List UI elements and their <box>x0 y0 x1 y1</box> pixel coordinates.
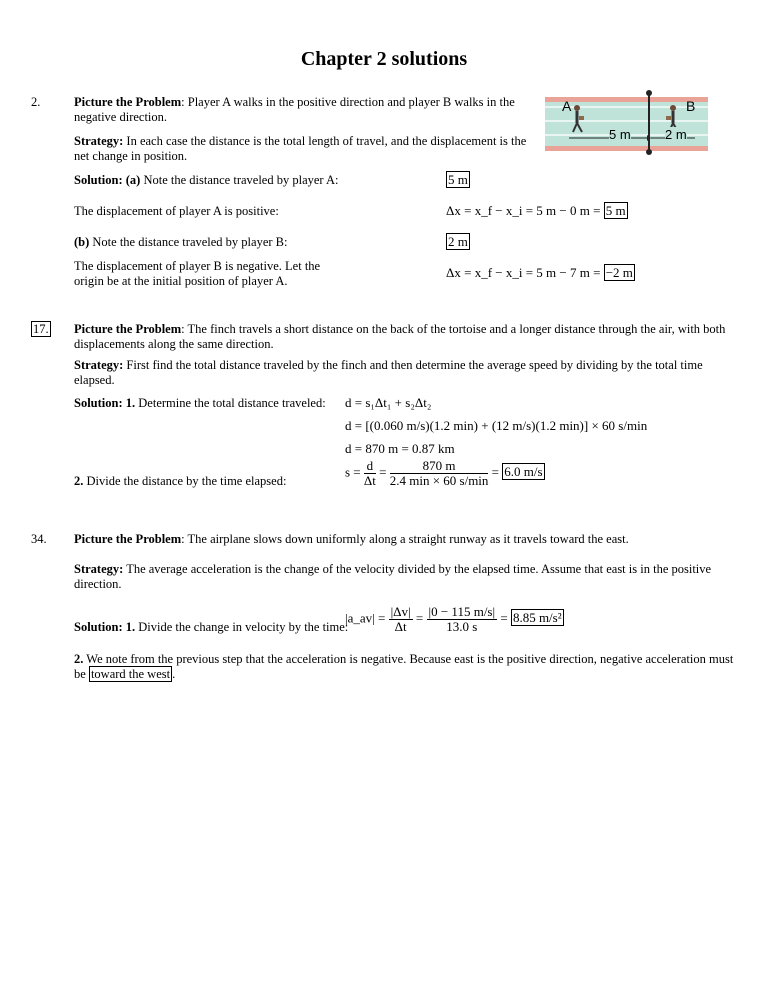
fraction <box>389 605 413 634</box>
numerator: d <box>364 459 376 474</box>
fraction <box>390 459 489 488</box>
answer-b-distance <box>446 234 470 250</box>
equation-line-2: d = [(0.060 m/s)(1.2 min) + (12 m/s)(1.2 min)] × 60 s/min <box>345 418 648 433</box>
text: Note the distance traveled by player B: <box>89 235 288 249</box>
solution-step-1 <box>74 396 326 411</box>
speed-equation: s = $\frac{d}{\Delta t}$ = $\frac{870 m}{2.4 \min \times 60 s/\min}$ = 6.0 m/s <box>345 458 543 488</box>
distance-5m-label: 5 m <box>609 127 631 142</box>
displacement-b-text: The displacement of player B is negative. Let the origin be at the initial position of player A. <box>74 259 321 288</box>
label: Picture the Problem <box>74 95 182 109</box>
player-a-label: A <box>562 98 572 114</box>
text: We note from the previous step that the acceleration is negative. Because east is the positive direction, negative acceleration must be <box>74 652 734 681</box>
boxed-answer: 6.0 m/s <box>504 464 543 480</box>
fraction <box>364 459 376 488</box>
lhs: s = <box>345 464 361 480</box>
problem-number <box>31 322 51 337</box>
displacement-a-text: The displacement of player A is positive: <box>74 204 279 218</box>
numerator: 870 m <box>390 459 489 474</box>
label: Picture the Problem <box>74 532 182 546</box>
numerator: |Δv| <box>390 604 411 619</box>
page-title: Chapter 2 solutions <box>300 48 468 70</box>
text: In each case the distance is the total length of travel, and the displacement is the net change in position. <box>74 134 527 163</box>
text: The average acceleration is the change of the velocity divided by the elapsed time. Assume that east is in the positive direction. <box>74 562 712 591</box>
problem-number: 2. <box>31 95 41 109</box>
solution-b <box>74 235 287 250</box>
text: : The finch travels a short distance on the back of the tortoise and a longer distance through the air, with both displacements along the same direction. <box>74 322 726 351</box>
solution-step-1 <box>74 620 348 635</box>
label: (b) <box>74 235 90 249</box>
label: 2. <box>74 652 84 666</box>
text: : Player A walks in the positive direction and player B walks in the negative direction. <box>74 95 515 124</box>
solution-a <box>74 173 339 188</box>
label: 2. <box>74 474 84 488</box>
fraction <box>427 605 498 634</box>
strategy <box>74 134 529 164</box>
lhs: |a_av| = <box>345 610 386 626</box>
picture-the-problem <box>74 532 739 547</box>
boxed-answer: −2 m <box>605 265 633 280</box>
displacement-b-equation <box>446 265 635 281</box>
label: Solution: 1. <box>74 396 136 410</box>
equation: Δx = x_f − x_i = 5 m − 0 m = <box>446 203 604 218</box>
text: First find the total distance traveled by the finch and then determine the average speed by dividing by the total time elapsed. <box>74 358 703 387</box>
equation-line-3: d = 870 m = 0.87 km <box>345 441 455 456</box>
denominator: 13.0 s <box>446 619 478 634</box>
strategy <box>74 358 739 388</box>
strategy <box>74 562 739 592</box>
boxed-answer: 5 m <box>605 203 626 218</box>
label: Strategy: <box>74 562 124 576</box>
text: Divide the change in velocity by the time: <box>135 620 349 634</box>
distance-2m-label: 2 m <box>665 127 687 142</box>
boxed-answer: 2 m <box>448 234 468 249</box>
label: Solution: 1. <box>74 620 136 634</box>
denominator: Δt <box>363 473 376 488</box>
text: Determine the total distance traveled: <box>135 396 326 410</box>
text: Divide the distance by the time elapsed: <box>83 474 287 488</box>
label: Picture the Problem <box>74 322 182 336</box>
player-b-label: B <box>686 98 696 114</box>
numerator: |0 − 115 m/s| <box>428 604 496 619</box>
picture-the-problem <box>74 95 529 125</box>
denominator: Δt <box>394 619 407 634</box>
equation: Δx = x_f − x_i = 5 m − 7 m = <box>446 265 604 280</box>
answer-a-distance <box>446 172 470 188</box>
text: . <box>172 667 176 681</box>
boxed-number: 17. <box>33 322 49 336</box>
text: Note the distance traveled by player A: <box>140 173 339 187</box>
boxed-answer: 8.85 m/s² <box>512 610 562 626</box>
solution-step-2 <box>74 474 286 489</box>
solution-step-2 <box>74 652 739 682</box>
equation-line-1: d = s₁Δt₁ + s₂Δt₂ <box>345 395 432 410</box>
figure-track <box>545 88 708 155</box>
displacement-a-equation <box>446 203 628 219</box>
boxed-answer: 5 m <box>448 172 468 187</box>
text: : The airplane slows down uniformly along a straight runway as it travels toward the east. <box>181 532 629 546</box>
label: Strategy: <box>74 134 124 148</box>
label: Solution: (a) <box>74 173 141 187</box>
label: Strategy: <box>74 358 124 372</box>
acceleration-equation: |a_av| = $\frac{|\Delta v|}{\Delta t}$ = $\frac{|0 - 115 m/s|}{13.0 s}$ = 8.85 m/s² <box>345 604 562 634</box>
boxed-answer: toward the west <box>90 667 171 681</box>
denominator: 2.4 min × 60 s/min <box>389 473 489 488</box>
picture-the-problem <box>74 322 739 352</box>
problem-number: 34. <box>31 532 47 546</box>
